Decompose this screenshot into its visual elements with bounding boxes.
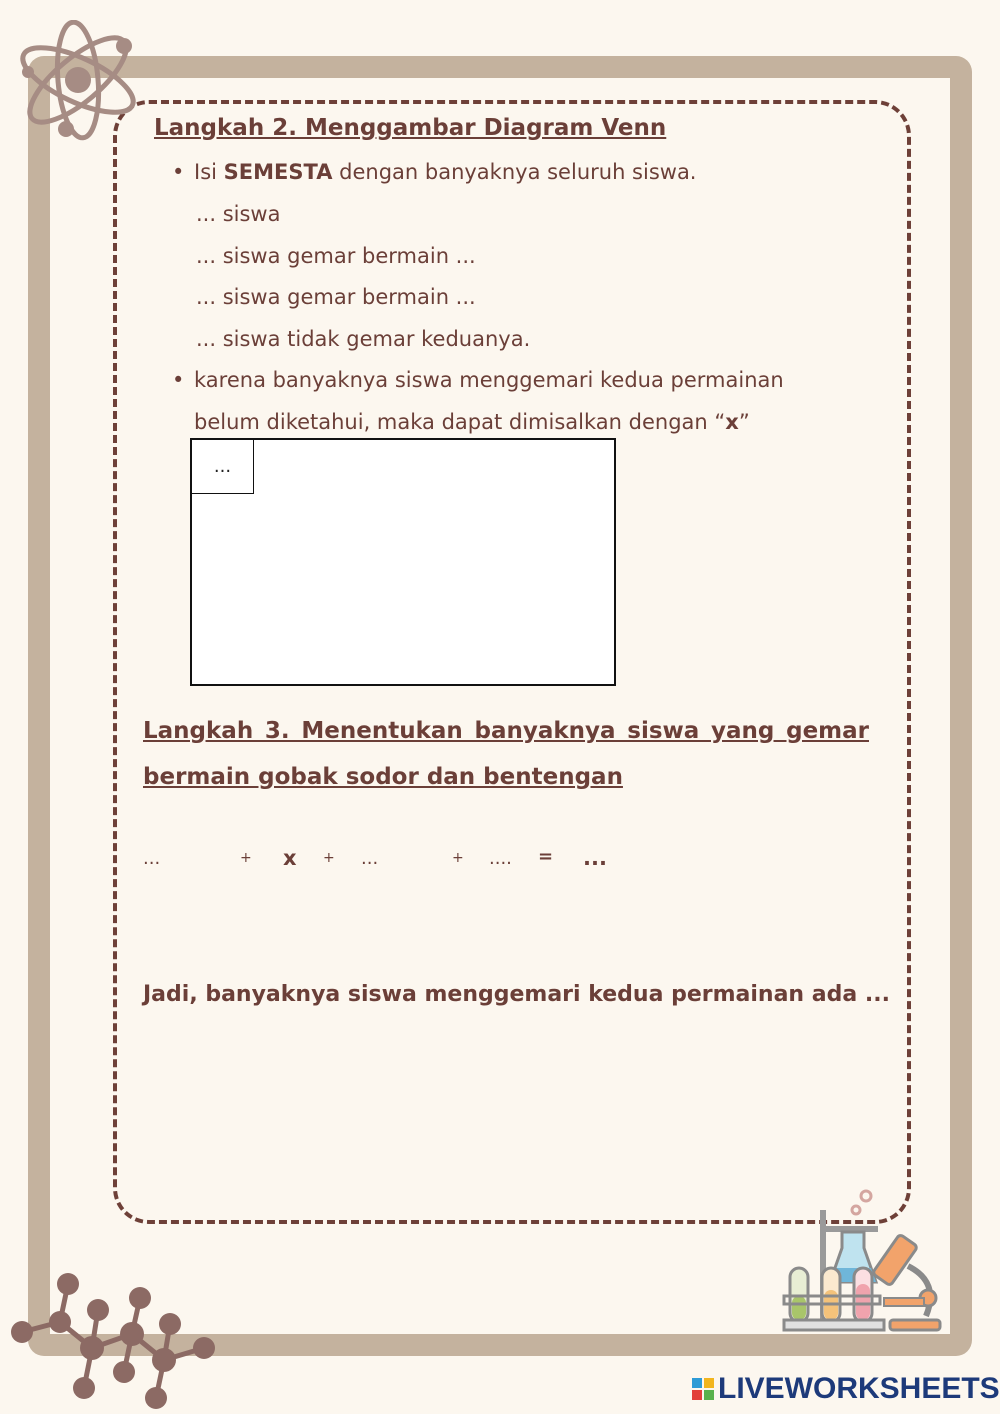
line-siswa-gemar-2: ... siswa gemar bermain ... <box>196 285 476 309</box>
eq-result[interactable]: ... <box>583 846 607 870</box>
venn-diagram-area[interactable] <box>190 438 616 686</box>
eq-blank-a[interactable]: ... <box>143 848 161 869</box>
bullet-karena-line2 <box>194 410 750 434</box>
conclusion-text: Jadi, banyaknya siswa menggemari kedua permainan ada ... <box>143 982 890 1007</box>
bullet2-line2-post: ” <box>738 410 750 434</box>
line-siswa-gemar-1: ... siswa gemar bermain ... <box>196 244 476 268</box>
molecule-icon <box>0 1268 230 1414</box>
atom-icon <box>10 20 150 145</box>
step2-title: Langkah 2. Menggambar Diagram Venn <box>154 115 667 141</box>
line-total-siswa: ... siswa <box>196 202 281 226</box>
bullet1-pre: Isi <box>194 160 224 184</box>
eq-blank-c[interactable]: .... <box>489 848 512 869</box>
semesta-bold: SEMESTA <box>223 160 333 184</box>
eq-plus-2: + <box>323 850 335 866</box>
eq-x: x <box>283 846 297 870</box>
semesta-label-input[interactable]: ... <box>192 440 254 494</box>
eq-equals: = <box>538 846 554 867</box>
lab-equipment-icon <box>780 1186 950 1336</box>
bullet2-line2-pre: belum diketahui, maka dapat dimisalkan dengan “ <box>194 410 726 434</box>
bullet-karena: • karena banyaknya siswa menggemari kedua permainan <box>194 368 784 392</box>
bullet1-post: dengan banyaknya seluruh siswa. <box>332 160 697 184</box>
line-siswa-tidak-gemar: ... siswa tidak gemar keduanya. <box>196 327 531 351</box>
brand-name: LIVEWORKSHEETS <box>718 1372 1000 1405</box>
eq-plus-1: + <box>240 850 252 866</box>
bullet-semesta <box>194 160 697 184</box>
eq-blank-b[interactable]: ... <box>361 848 379 869</box>
x-variable: x <box>725 410 739 434</box>
eq-plus-3: + <box>452 850 464 866</box>
liveworksheets-logo-icon <box>692 1378 714 1400</box>
step3-title: Langkah 3. Menentukan banyaknya siswa yang gemar bermain gobak sodor dan bentengan <box>143 718 869 790</box>
